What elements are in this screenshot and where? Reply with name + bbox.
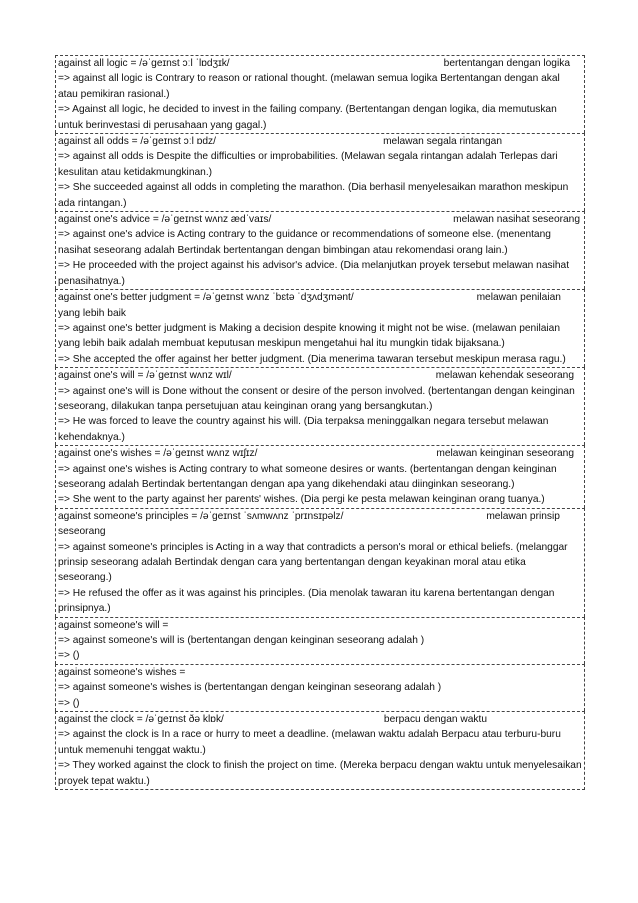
entry-heading [58, 212, 582, 227]
entry-heading [58, 712, 582, 727]
entry-heading [58, 56, 582, 71]
vocab-entry [55, 711, 585, 790]
entry-definition: => against the clock is In a race or hurry to meet a deadline. (melawan waktu adalah Berpacu atau terburu-buru untuk memenuhi tenggat waktu.) [58, 729, 561, 756]
entry-definition: => against someone's wishes is (bertentangan dengan keinginan seseorang adalah ) [58, 682, 442, 694]
vocab-entry [55, 445, 585, 508]
entry-example: => He refused the offer as it was against his principles. (Dia menolak tawaran itu karena bertentangan dengan prinsipnya.) [58, 587, 555, 615]
entry-term: against someone's will = [58, 619, 169, 631]
vocab-entry [55, 211, 585, 289]
entry-definition: => against someone's principles is Acting in a way that contradicts a person's moral or ethical beliefs. (melanggar prinsip seseorang adalah Bertindak dengan cara yang bertentangan dengan keyakinan moral atau etika seseorang.) [58, 541, 568, 584]
entry-meaning: melawan segala rintangan [383, 136, 502, 148]
entry-meaning: melawan keinginan seseorang [436, 448, 574, 460]
vocab-entry [55, 664, 585, 711]
entry-heading [58, 368, 582, 383]
entry-definition: => against someone's will is (bertentangan dengan keinginan seseorang adalah ) [58, 635, 425, 647]
vocab-entry [55, 133, 585, 211]
entry-definition: => against one's will is Done without the consent or desire of the person involved. (bertentangan dengan keinginan seseorang, dilakukan tanpa persetujuan atau keinginan orang yang bersangkutan.) [58, 385, 575, 412]
entry-term: against all odds = /əˈɡeɪnst ɔːl ɒdz/ [58, 136, 216, 148]
entry-example: => He proceeded with the project against his advisor's advice. (Dia melanjutkan proyek tersebut melawan nasihat penasihatnya.) [58, 260, 570, 287]
entry-example: => She went to the party against her parents' wishes. (Dia pergi ke pesta melawan keinginan orang tuanya.) [58, 494, 545, 506]
vocab-entry [55, 367, 585, 445]
entry-definition: => against all logic is Contrary to reason or rational thought. (melawan semua logika Bertentangan dengan akal atau pemikiran rasional.) [58, 73, 560, 100]
entry-meaning: melawan kehendak seseorang [435, 370, 574, 382]
entry-term: against one's better judgment = /əˈɡeɪnst wʌnz ˈbɛtə ˈdʒʌdʒmənt/ [58, 292, 354, 304]
entry-term: against someone's wishes = [58, 666, 186, 678]
vocab-entry [55, 617, 585, 664]
entry-heading [58, 290, 582, 321]
entry-meaning [570, 618, 582, 633]
vocabulary-document [55, 55, 585, 790]
entry-example: => They worked against the clock to finish the project on time. (Mereka berpacu dengan waktu untuk menyelesaikan proyek tepat waktu.) [58, 760, 582, 787]
entry-example: => () [58, 697, 80, 709]
entry-term: against one's advice = /əˈɡeɪnst wʌnz ædˈvaɪs/ [58, 214, 272, 226]
vocab-entry [55, 508, 585, 617]
vocab-entry [55, 289, 585, 367]
vocab-entry [55, 55, 585, 133]
entry-term: against the clock = /əˈɡeɪnst ðə klɒk/ [58, 714, 224, 726]
entry-heading [58, 509, 582, 540]
entry-definition: => against all odds is Despite the difficulties or improbabilities. (Melawan segala rintangan adalah Terlepas dari kesulitan atau ketidakmungkinan.) [58, 151, 558, 178]
entry-heading [58, 665, 582, 680]
entry-example: => She succeeded against all odds in completing the marathon. (Dia berhasil menyelesaikan marathon meskipun ada rintangan.) [58, 182, 569, 209]
entry-example: => She accepted the offer against her better judgment. (Dia menerima tawaran tersebut meskipun merasa ragu.) [58, 353, 566, 365]
entry-heading [58, 618, 582, 633]
entry-term: against one's will = /əˈɡeɪnst wʌnz wɪl/ [58, 370, 232, 382]
entry-example: => He was forced to leave the country against his will. (Dia terpaksa meninggalkan negara tersebut melawan kehendaknya.) [58, 416, 549, 443]
entry-meaning: melawan prinsip seseorang [58, 510, 560, 538]
entry-meaning [570, 665, 582, 680]
entry-heading [58, 446, 582, 461]
entry-example: => () [58, 650, 80, 662]
entry-definition: => against one's advice is Acting contrary to the guidance or recommendations of someone else. (menentang nasihat seseorang adalah Bertindak bertentangan dengan bimbingan atau rekomendasi orang lain.) [58, 229, 551, 256]
entry-term: against someone's principles = /əˈɡeɪnst ˈsʌmwʌnz ˈprɪnsɪpəlz/ [58, 510, 344, 522]
entry-meaning: berpacu dengan waktu [383, 714, 487, 726]
entry-heading [58, 134, 582, 149]
entry-term: against one's wishes = /əˈɡeɪnst wʌnz wɪʃɪz/ [58, 448, 258, 460]
entry-meaning: bertentangan dengan logika [443, 58, 570, 69]
entry-meaning: melawan nasihat seseorang [453, 214, 580, 226]
entry-example: => Against all logic, he decided to invest in the failing company. (Bertentangan dengan logika, dia memutuskan untuk berinvestasi di perusahaan yang gagal.) [58, 104, 557, 131]
entry-term: against all logic = /əˈɡeɪnst ɔːl ˈlɒdʒɪk/ [58, 58, 230, 69]
entry-meaning: melawan penilaian yang lebih baik [58, 292, 561, 319]
entry-definition: => against one's better judgment is Making a decision despite knowing it might not be wise. (melawan penilaian yang lebih baik adalah membuat keputusan meskipun mengetahui hal itu mungkin tidak bijaksana.) [58, 322, 560, 350]
entry-definition: => against one's wishes is Acting contrary to what someone desires or wants. (bertentangan dengan keinginan seseorang adalah Bertindak bertentangan dengan apa yang dikehendaki atau diinginkan seseorang.) [58, 463, 557, 490]
